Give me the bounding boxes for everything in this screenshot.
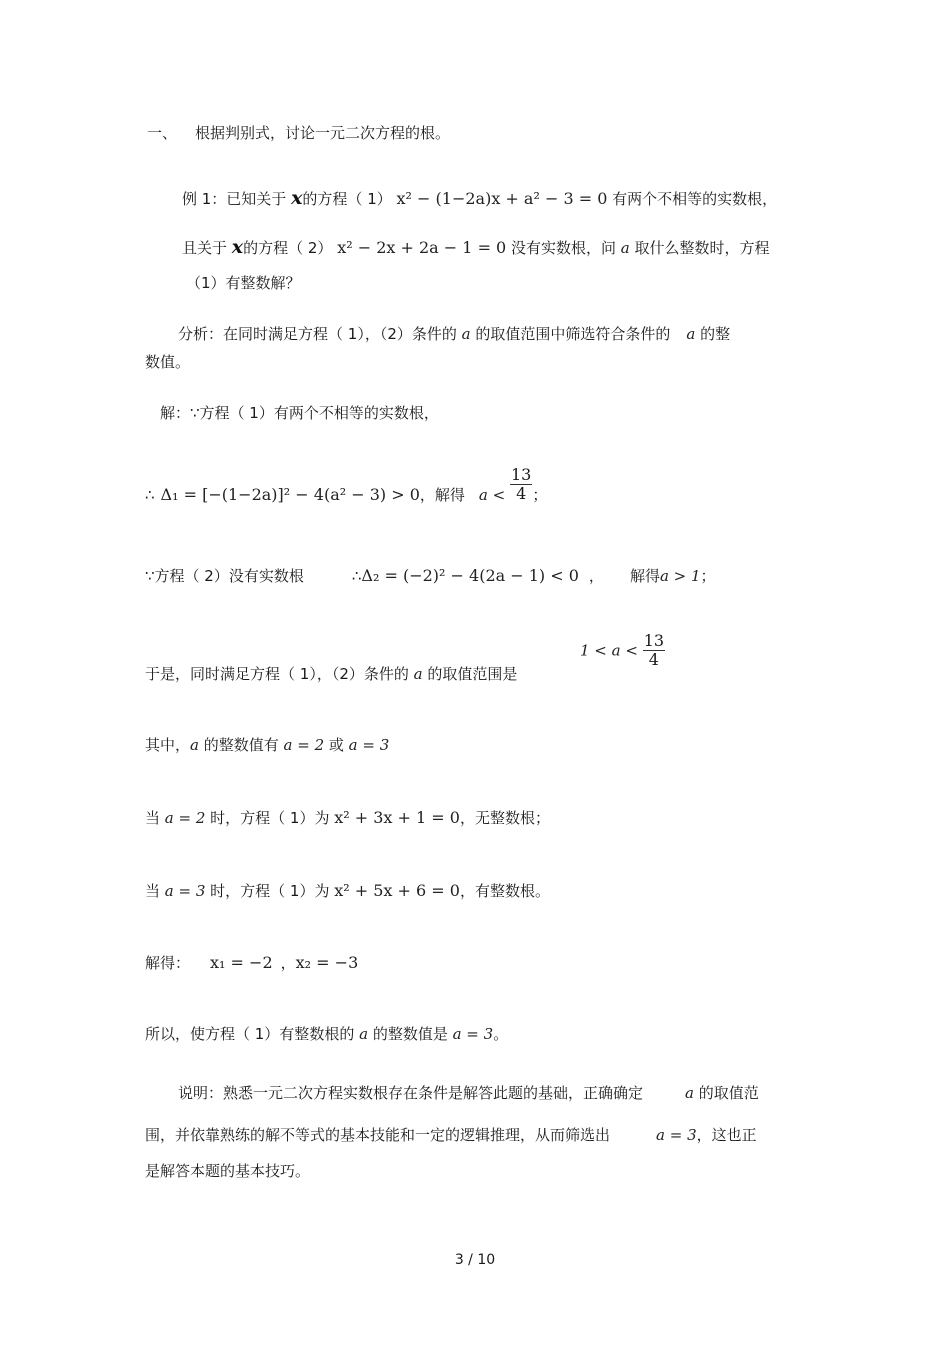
- inequality-lhs: a <: [478, 486, 506, 504]
- text-segment: 的取值范围中筛选符合条件的: [470, 325, 671, 343]
- text-segment: 解得：: [145, 954, 191, 972]
- text-segment: 。: [493, 1025, 509, 1043]
- text-segment: 例 1：已知关于: [182, 190, 292, 208]
- value-a-3: a = 3: [452, 1025, 494, 1043]
- solution-range: [145, 664, 517, 684]
- root-x2: x₂ = −3: [295, 953, 359, 972]
- solution-delta1: [145, 465, 548, 505]
- text-segment: 时，方程（ 1）为: [205, 882, 335, 900]
- variable-a: a: [620, 239, 630, 257]
- solution-delta2: [145, 566, 716, 586]
- example-line-3: （1）有整数解？: [186, 274, 301, 292]
- root-x1: x₁ = −2: [210, 953, 273, 972]
- case-a3-line: [145, 881, 550, 901]
- text-segment: 没有实数根，问: [506, 239, 621, 257]
- fraction-numerator: 13: [643, 631, 665, 650]
- text-segment: 当: [145, 809, 165, 827]
- section-heading: [147, 123, 450, 143]
- text-segment: 的整: [695, 325, 731, 343]
- equation-case-2: x² + 3x + 1 = 0: [334, 808, 460, 827]
- inequality-a-gt-1: a > 1: [659, 567, 701, 585]
- value-a-2: a = 2: [283, 736, 325, 754]
- text-segment: 于是，同时满足方程（ 1），（2）条件的: [145, 665, 414, 683]
- delta1-inequality: Δ₁ = [−(1−2a)]² − 4(a² − 3) > 0: [160, 485, 420, 504]
- heading-text: 根据判别式，讨论一元二次方程的根。: [195, 124, 451, 142]
- value-a-3: a = 3: [164, 882, 206, 900]
- heading-number: 一、: [147, 124, 178, 142]
- text-segment: 时，方程（ 1）为: [205, 809, 335, 827]
- text-segment: 的取值范: [693, 1084, 759, 1102]
- variable-a: a: [413, 665, 423, 683]
- fraction-13-4: [643, 632, 665, 669]
- text-segment: 解得: [629, 567, 660, 585]
- text-segment: ，这也正: [696, 1126, 757, 1144]
- solution-line-1: 解：∵方程（ 1）有两个不相等的实数根，: [160, 404, 439, 422]
- analysis-line-2: 数值。: [145, 353, 191, 371]
- note-line-1: [178, 1083, 759, 1103]
- variable-a: a: [190, 736, 199, 754]
- integer-values-line: [145, 735, 389, 755]
- text-segment: ；: [532, 486, 548, 504]
- text-segment: 且关于: [182, 239, 232, 257]
- therefore-symbol: ∴: [351, 567, 362, 585]
- text-segment: 有两个不相等的实数根，: [607, 190, 778, 208]
- text-segment: 的方程（ 1）: [302, 190, 397, 208]
- equation-case-3: x² + 5x + 6 = 0: [334, 881, 460, 900]
- fraction-numerator: 13: [510, 465, 532, 484]
- conclusion-line: [145, 1024, 508, 1044]
- text-segment: ，解得: [419, 486, 465, 504]
- variable-x: x: [231, 236, 244, 258]
- fraction-denominator: 4: [648, 650, 659, 669]
- variable-a: a: [461, 325, 471, 343]
- example-line-1: [182, 188, 777, 209]
- fraction-13-4: [510, 466, 532, 503]
- text-segment: ，: [588, 567, 604, 585]
- analysis-line-1: [178, 324, 730, 344]
- text-segment: 围，并依靠熟练的解不等式的基本技能和一定的逻辑推理，从而筛选出: [145, 1126, 611, 1144]
- text-segment: 取什么整数时，方程: [629, 239, 770, 257]
- equation-2: x² − 2x + 2a − 1 = 0: [337, 238, 507, 257]
- text-segment: 的整数值是: [368, 1025, 453, 1043]
- note-line-3: 是解答本题的基本技巧。: [145, 1162, 311, 1180]
- fraction-denominator: 4: [516, 484, 527, 503]
- text-segment: 分析：在同时满足方程（ 1），（2）条件的: [178, 325, 462, 343]
- case-a2-line: [145, 808, 550, 828]
- text-segment: ，有整数根。: [459, 882, 550, 900]
- roots-line: [145, 953, 358, 973]
- text-segment: ；: [700, 567, 716, 585]
- value-a-3: a = 3: [348, 736, 390, 754]
- value-a-3: a = 3: [656, 1126, 697, 1144]
- text-segment: ，无整数根；: [459, 809, 550, 827]
- page-number: 3 / 10: [454, 1252, 496, 1268]
- variable-a: a: [686, 325, 696, 343]
- value-a-2: a = 2: [164, 809, 206, 827]
- example-line-2: [182, 237, 770, 258]
- equation-1: x² − (1−2a)x + a² − 3 = 0: [396, 189, 608, 208]
- variable-a: a: [685, 1084, 694, 1102]
- text-segment: 的方程（ 2）: [243, 239, 338, 257]
- range-expression: [580, 632, 665, 669]
- delta2-inequality: Δ₂ = (−2)² − 4(2a − 1) < 0: [361, 566, 579, 585]
- text-segment: 或: [324, 736, 349, 754]
- text-segment: 的取值范围是: [422, 665, 518, 683]
- text-segment: ∵方程（ 2）没有实数根: [145, 567, 304, 585]
- therefore-symbol: ∴: [145, 486, 155, 504]
- text-segment: 的整数值有: [198, 736, 284, 754]
- variable-x: x: [291, 187, 303, 209]
- text-segment: 说明：熟悉一元二次方程实数根存在条件是解答此题的基础，正确确定: [178, 1084, 644, 1102]
- text-segment: ，: [280, 954, 296, 972]
- text-segment: 所以，使方程（ 1）有整数根的: [145, 1025, 360, 1043]
- variable-a: a: [359, 1025, 369, 1043]
- text-segment: 其中，: [145, 736, 191, 754]
- text-segment: 当: [145, 882, 165, 900]
- note-line-2: [145, 1125, 757, 1145]
- range-inequality: 1 < a <: [580, 641, 638, 660]
